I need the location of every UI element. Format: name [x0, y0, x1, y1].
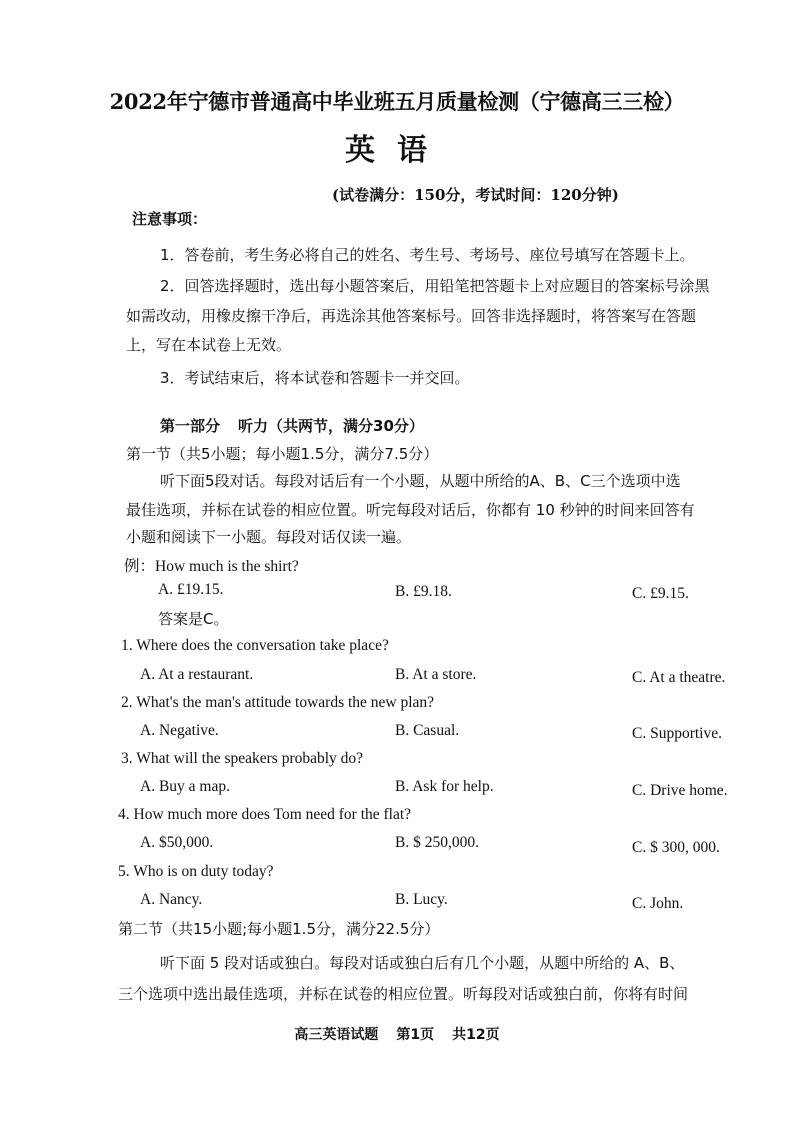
question-2-stem: 2. What's the man's attitude towards the new plan? — [121, 694, 435, 711]
question-2-option-a: A. Negative. — [140, 722, 219, 739]
question-1-option-a: A. At a restaurant. — [140, 666, 254, 683]
page-footer — [0, 1024, 794, 1044]
example-option-b: B. £9.18. — [395, 583, 452, 600]
notice-line-3: 如需改动，用橡皮擦干净后，再选涂其他答案标号。回答非选择题时，将答案写在答题 — [126, 307, 697, 325]
notice-line-4: 上，写在本试卷上无效。 — [126, 336, 292, 354]
exam-title: 2022年宁德市普通高中毕业班五月质量检测（宁德高三三检） — [109, 89, 685, 114]
section2-instruction-2: 三个选项中选出最佳选项，并标在试卷的相应位置。听每段对话或独白前，你将有时间 — [118, 985, 689, 1003]
question-4-stem: 4. How much more does Tom need for the flat? — [118, 806, 412, 823]
part1-title: 听力（共两节，满分30分） — [238, 417, 424, 435]
question-3-option-b: B. Ask for help. — [395, 778, 494, 795]
footer-total: 共12页 — [452, 1027, 500, 1043]
question-3-option-a: A. Buy a map. — [140, 778, 230, 795]
section2-instruction-1: 听下面 5 段对话或独白。每段对话或独白后有几个小题，从题中所给的 A、B、 — [160, 954, 685, 972]
example-option-a: A. £19.15. — [158, 581, 224, 598]
question-1-stem: 1. Where does the conversation take place? — [121, 637, 389, 654]
example-option-c: C. £9.15. — [632, 585, 689, 602]
question-3-option-c: C. Drive home. — [632, 782, 728, 799]
question-5-option-b: B. Lucy. — [395, 891, 448, 908]
question-5-stem: 5. Who is on duty today? — [118, 863, 274, 880]
section1-instruction-2: 最佳选项，并标在试卷的相应位置。听完每段对话后，你都有 10 秒钟的时间来回答有 — [126, 501, 695, 519]
question-3-stem: 3. What will the speakers probably do? — [121, 750, 364, 767]
notice-line-5: 3．考试结束后，将本试卷和答题卡一并交回。 — [160, 369, 470, 387]
footer-title: 高三英语试题 — [294, 1027, 379, 1043]
question-1-option-c: C. At a theatre. — [632, 669, 726, 686]
question-2-option-b: B. Casual. — [395, 722, 460, 739]
notice-line-1: 1．答卷前，考生务必将自己的姓名、考生号、考场号、座位号填写在答题卡上。 — [160, 246, 695, 264]
footer-page: 第1页 — [396, 1027, 435, 1043]
part1-heading — [160, 415, 424, 436]
exam-info: (试卷满分：150分，考试时间：120分钟) — [332, 186, 619, 204]
subject-title: 英语 — [345, 133, 449, 168]
notice-heading: 注意事项： — [132, 210, 208, 228]
part1-label: 第一部分 — [160, 417, 221, 435]
question-1-option-b: B. At a store. — [395, 666, 477, 683]
question-2-option-c: C. Supportive. — [632, 725, 722, 742]
section1-heading: 第一节（共5小题；每小题1.5分，满分7.5分） — [126, 445, 439, 463]
example-prompt: 例：How much is the shirt? — [124, 558, 299, 575]
question-4-option-c: C. $ 300, 000. — [632, 839, 720, 856]
example-answer: 答案是C。 — [158, 610, 229, 628]
question-4-option-a: A. $50,000. — [140, 834, 214, 851]
section2-heading: 第二节（共15小题;每小题1.5分，满分22.5分） — [118, 920, 440, 938]
section1-instruction-3: 小题和阅读下一小题。每段对话仅读一遍。 — [126, 528, 412, 546]
question-5-option-a: A. Nancy. — [140, 891, 203, 908]
notice-line-2: 2．回答选择题时，选出每小题答案后，用铅笔把答题卡上对应题目的答案标号涂黑 — [160, 277, 710, 295]
question-5-option-c: C. John. — [632, 895, 684, 912]
question-4-option-b: B. $ 250,000. — [395, 834, 479, 851]
section1-instruction-1: 听下面5段对话。每段对话后有一个小题，从题中所给的A、B、C三个选项中选 — [160, 472, 681, 490]
